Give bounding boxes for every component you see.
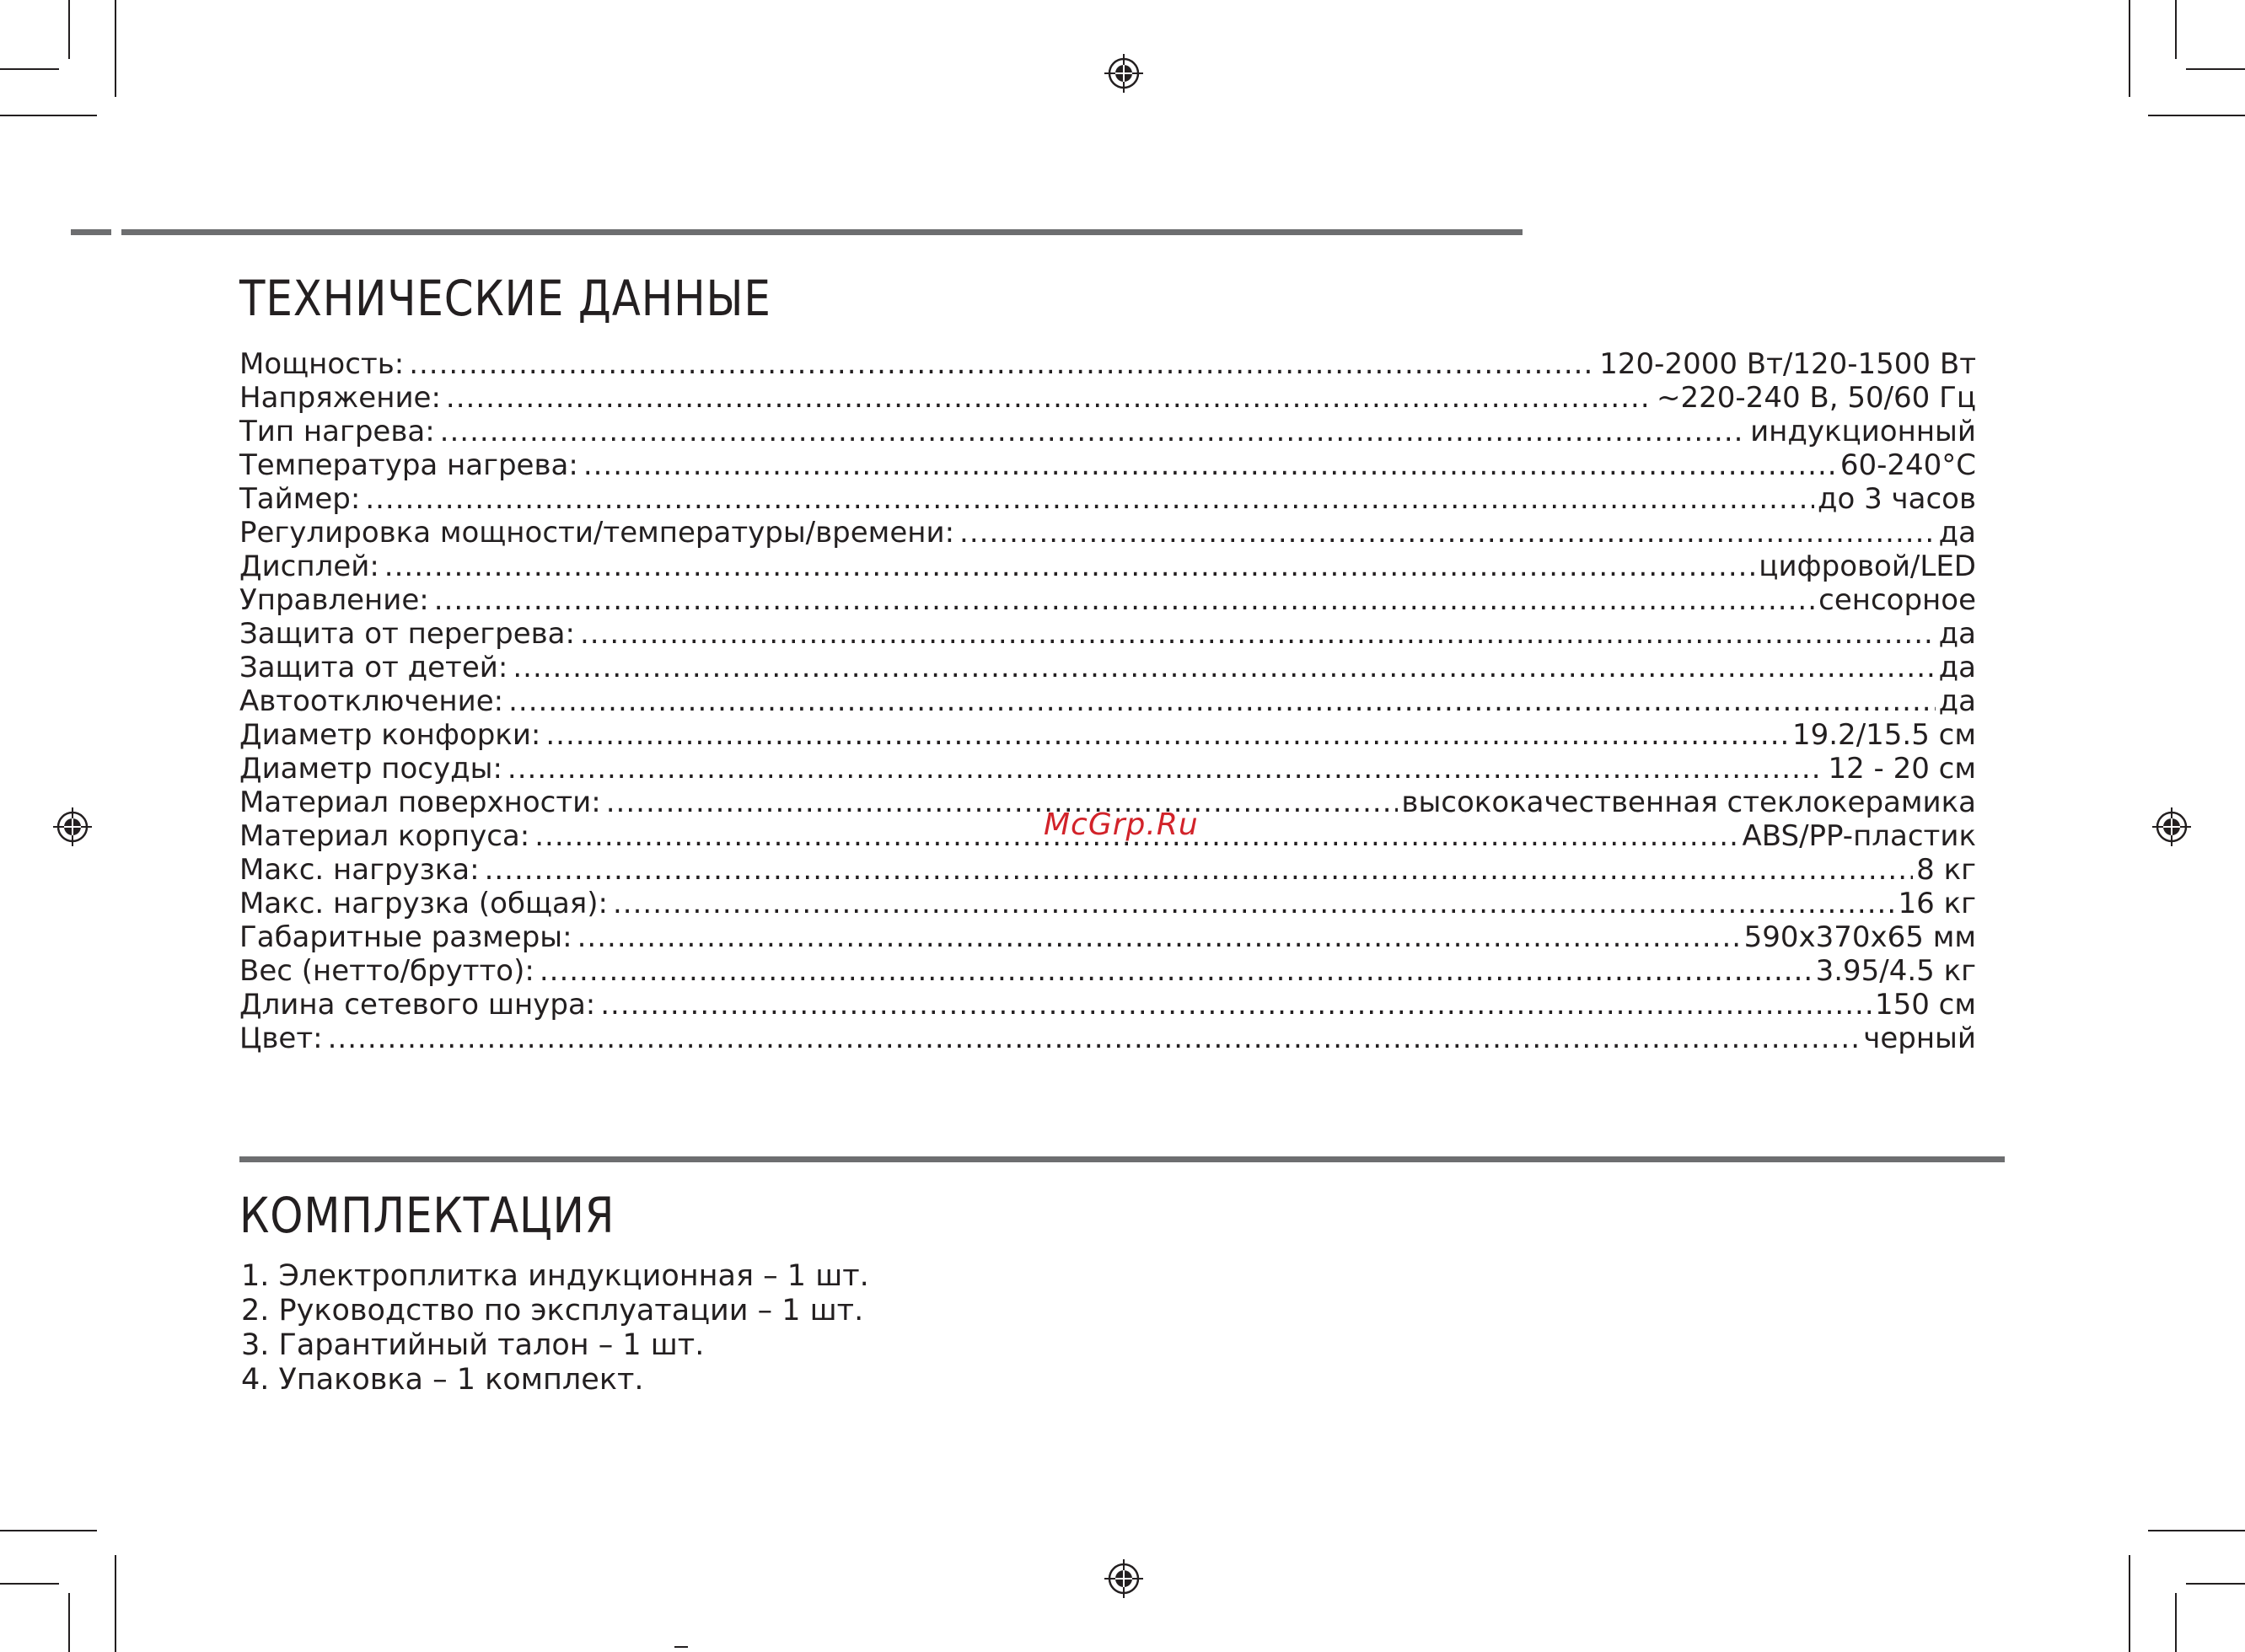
spec-value: 590х370х65 мм [1743,920,1976,954]
spec-value: 16 кг [1898,887,1976,920]
spec-label: Температура нагрева: [239,448,578,482]
spec-value: 12 - 20 см [1828,752,1976,786]
spec-value: высококачественная стеклокерамика [1401,786,1976,819]
spec-row [239,752,1976,786]
spec-value: до 3 часов [1817,482,1976,516]
crop-mark [2175,0,2177,59]
spec-row [239,651,1976,684]
spec-value: индукционный [1750,415,1976,448]
package-list [241,1259,869,1397]
spec-label: Регулировка мощности/температуры/времени: [239,516,955,550]
spec-label: Дисплей: [239,550,379,583]
spec-value: 150 см [1874,988,1976,1022]
dot-leader [485,853,1914,887]
spec-row [239,516,1976,550]
spec-label: Защита от перегрева: [239,617,575,651]
spec-label: Тип нагрева: [239,415,435,448]
spec-value: ABS/PP-пластик [1742,819,1976,853]
crop-mark [2175,1593,2177,1652]
header-rule-short [71,229,111,235]
dot-leader [328,1022,1861,1055]
dot-leader [434,583,1815,617]
spec-row [239,954,1976,988]
dot-leader [959,516,1936,550]
spec-row [239,415,1976,448]
crop-mark [0,1583,59,1585]
dot-leader [580,617,1936,651]
package-item: 4. Упаковка – 1 комплект. [241,1363,644,1397]
crop-mark [68,0,70,59]
package-item: 2. Руководство по эксплуатации – 1 шт. [241,1294,864,1328]
spec-row [239,617,1976,651]
spec-value: цифровой/LED [1759,550,1976,583]
spec-row [239,1022,1976,1055]
dot-leader [409,347,1596,381]
spec-value: да [1938,684,1976,718]
dot-leader [508,684,1936,718]
spec-value: да [1938,617,1976,651]
spec-value: ~220-240 В, 50/60 Гц [1657,381,1976,415]
spec-row [239,853,1976,887]
dot-leader [384,550,1756,583]
dot-leader [583,448,1837,482]
crop-mark [2129,1555,2130,1652]
dot-leader [545,718,1789,752]
registration-mark-icon [1104,54,1143,93]
spec-row [239,583,1976,617]
spec-label: Таймер: [239,482,361,516]
spec-value: 8 кг [1916,853,1976,887]
registration-mark-icon [1104,1559,1143,1598]
spec-value: 120-2000 Вт/120-1500 Вт [1599,347,1976,381]
crop-mark [2148,1530,2245,1531]
registration-mark-icon [2152,807,2191,846]
crop-mark [115,0,116,97]
spec-row [239,347,1976,381]
dot-leader [508,752,1825,786]
crop-mark [68,1593,70,1652]
dot-leader [600,988,1872,1022]
package-item: 3. Гарантийный талон – 1 шт. [241,1328,705,1362]
dot-leader [446,381,1653,415]
spec-row [239,718,1976,752]
spec-value: черный [1863,1022,1976,1055]
spec-value: да [1938,516,1976,550]
dot-leader [440,415,1747,448]
spec-row [239,887,1976,920]
spec-label: Напряжение: [239,381,441,415]
spec-label: Цвет: [239,1022,323,1055]
spec-label: Управление: [239,583,429,617]
crop-mark [0,115,97,116]
spec-value: 19.2/15.5 см [1791,718,1976,752]
dot-leader [513,651,1935,684]
package-item: 1. Электроплитка индукционная – 1 шт. [241,1259,869,1293]
crop-mark [2129,0,2130,97]
spec-row [239,684,1976,718]
crop-mark [2186,68,2245,70]
registration-mark-icon [53,807,92,846]
spec-label: Диаметр конфорки: [239,718,541,752]
specs-title: ТЕХНИЧЕСКИЕ ДАННЫЕ [239,270,771,327]
spec-label: Защита от детей: [239,651,508,684]
spec-label: Автоотключение: [239,684,504,718]
spec-row [239,920,1976,954]
crop-mark [115,1555,116,1652]
spec-label: Материал корпуса: [239,819,530,853]
dot-leader [606,786,1399,819]
dot-leader [577,920,1741,954]
crop-mark [0,1530,97,1531]
spec-row [239,448,1976,482]
specs-list [239,347,1976,1055]
crop-mark [674,1646,688,1648]
spec-label: Материал поверхности: [239,786,601,819]
spec-value: сенсорное [1818,583,1976,617]
spec-label: Диаметр посуды: [239,752,502,786]
spec-value: да [1938,651,1976,684]
spec-row [239,482,1976,516]
spec-label: Вес (нетто/брутто): [239,954,534,988]
spec-label: Макс. нагрузка (общая): [239,887,608,920]
crop-mark [2148,115,2245,116]
spec-label: Макс. нагрузка: [239,853,480,887]
spec-label: Мощность: [239,347,405,381]
dot-leader [540,954,1813,988]
header-rule [121,229,1523,235]
spec-label: Габаритные размеры: [239,920,572,954]
spec-row [239,988,1976,1022]
dot-leader [613,887,1895,920]
crop-mark [0,68,59,70]
spec-row [239,381,1976,415]
watermark: McGrp.Ru [1044,807,1199,842]
dot-leader [365,482,1814,516]
spec-row [239,550,1976,583]
section-divider [239,1156,2005,1162]
package-title: КОМПЛЕКТАЦИЯ [239,1187,615,1244]
spec-value: 3.95/4.5 кг [1815,954,1976,988]
spec-value: 60-240°С [1840,448,1976,482]
crop-mark [2186,1583,2245,1585]
spec-label: Длина сетевого шнура: [239,988,596,1022]
